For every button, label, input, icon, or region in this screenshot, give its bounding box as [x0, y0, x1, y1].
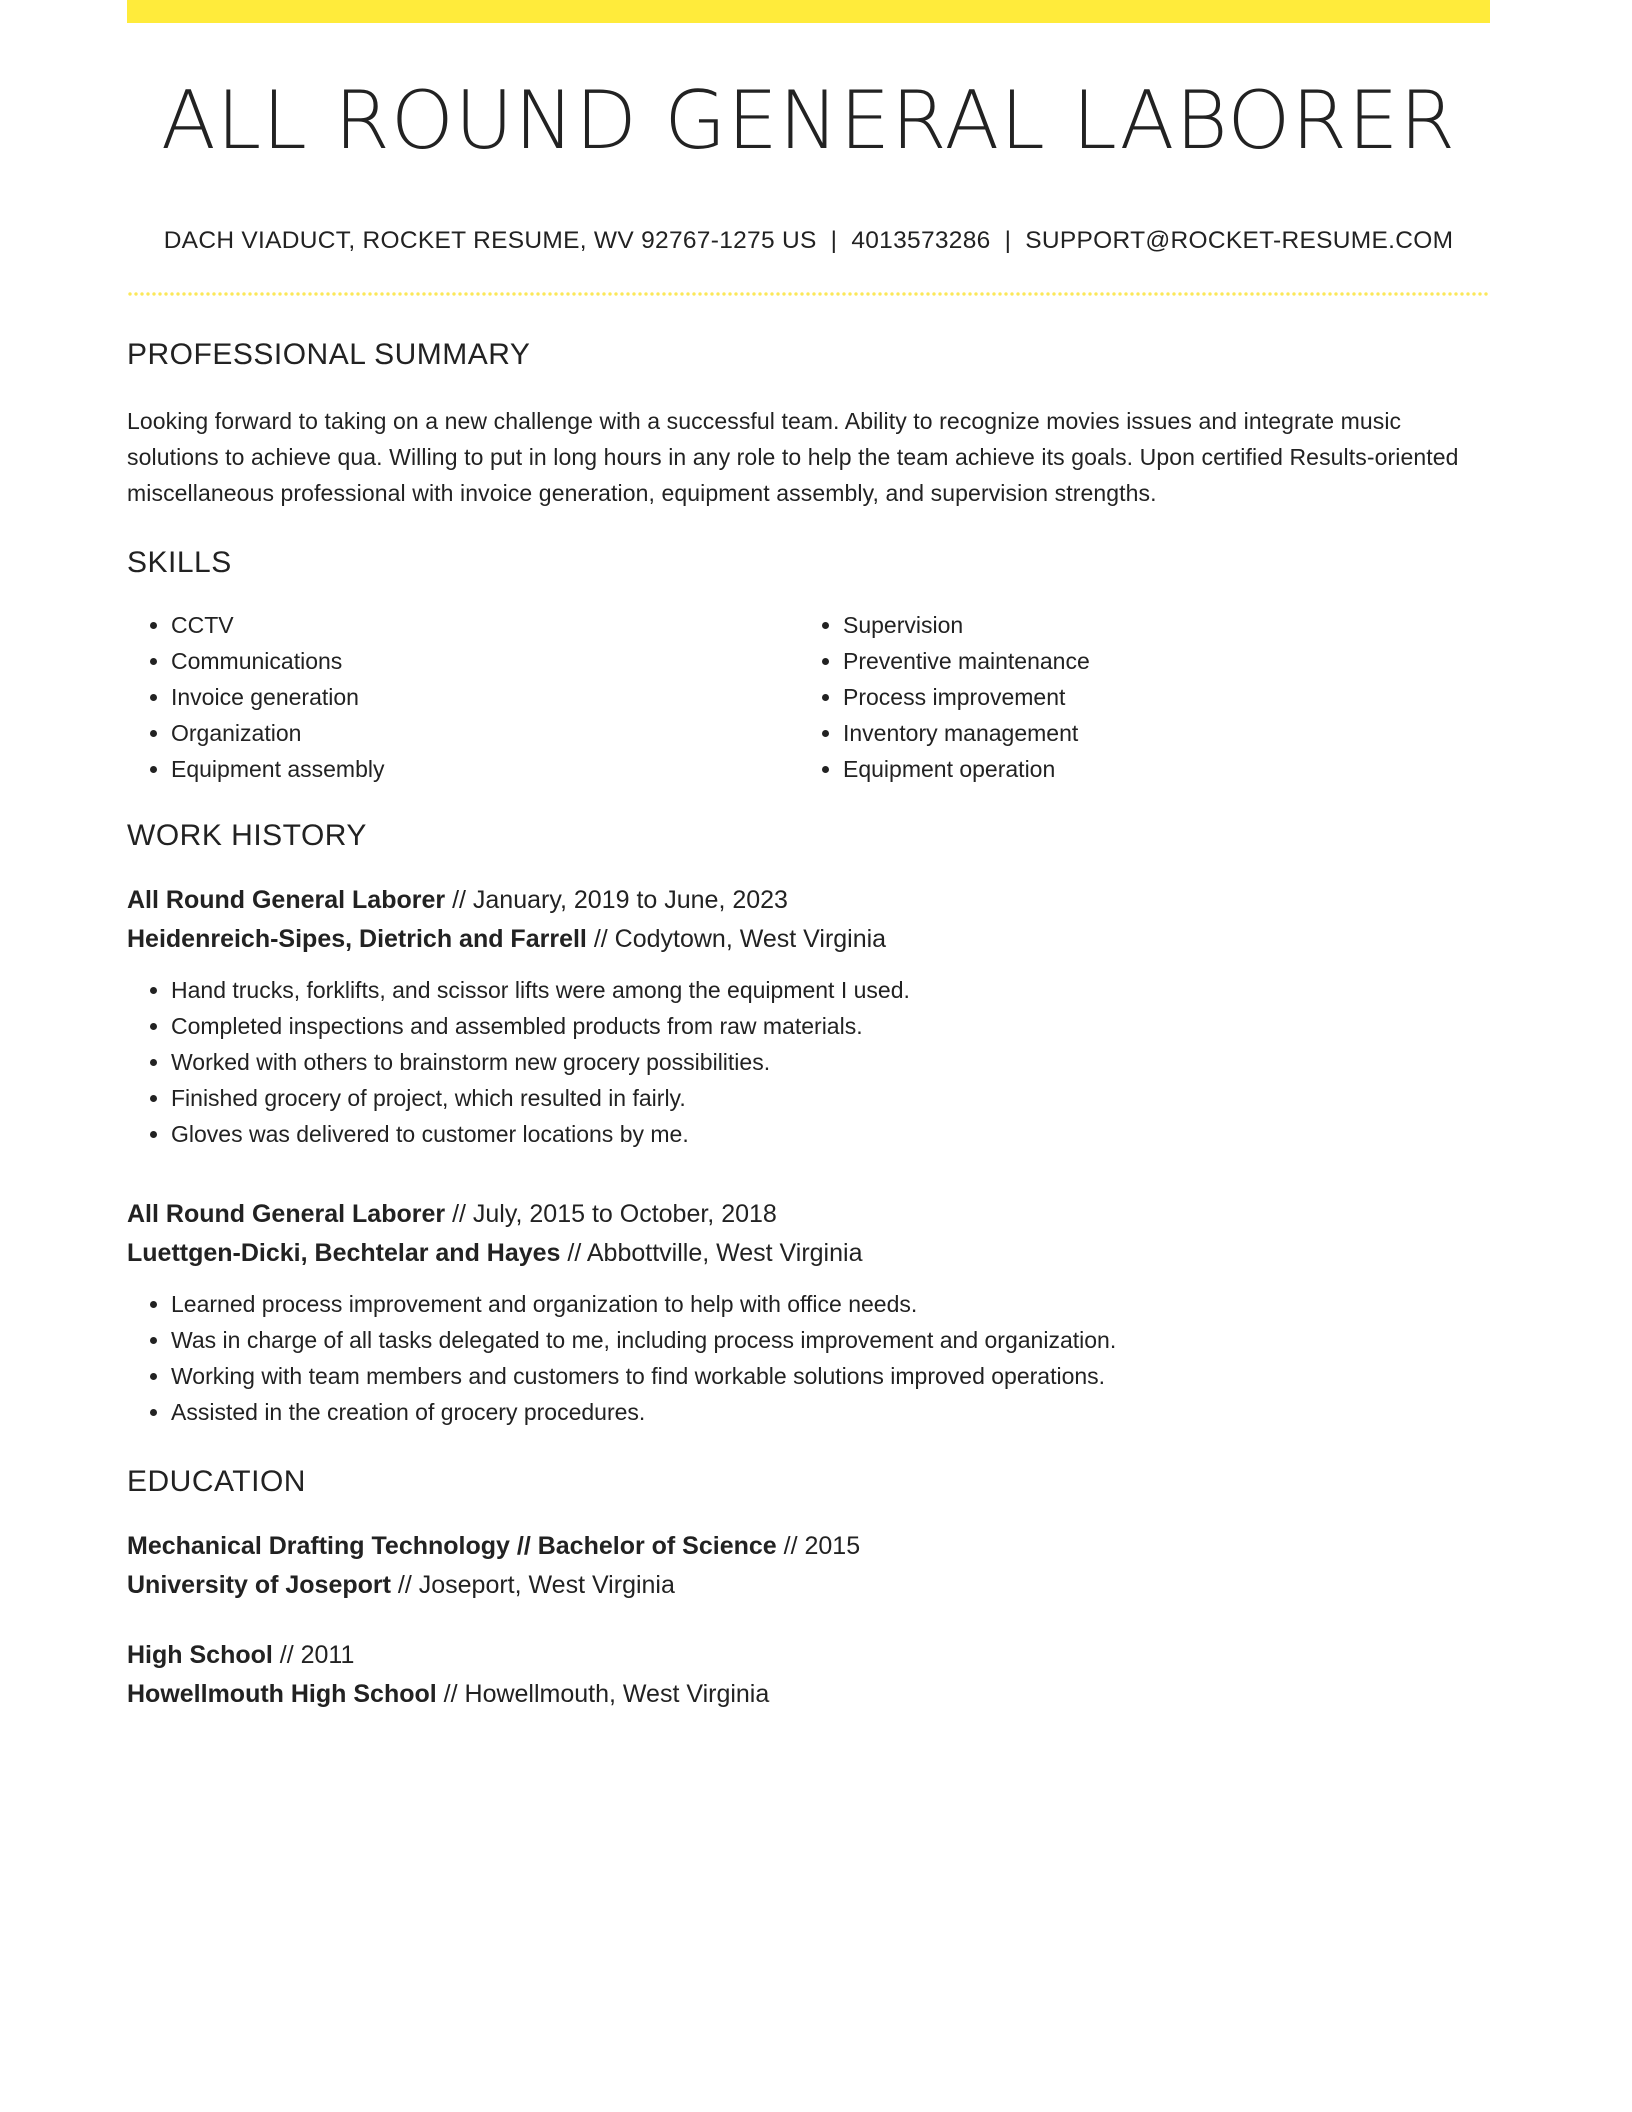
job-bullet: • Assisted in the creation of grocery procedures.: [171, 1394, 1490, 1430]
address: DACH VIADUCT, ROCKET RESUME, WV 92767-1275 US: [163, 227, 817, 254]
summary-heading: PROFESSIONAL SUMMARY: [127, 338, 531, 371]
graduation-year: // 2011: [279, 1641, 355, 1669]
work-history-heading: WORK HISTORY: [127, 819, 367, 852]
skill-item: • Equipment operation: [843, 751, 1471, 787]
school-line: [127, 1675, 1490, 1714]
skill-item: • Inventory management: [843, 715, 1471, 751]
job-bullet: • Working with team members and customers to find workable solutions improved operations.: [171, 1358, 1490, 1394]
phone: 4013573286: [851, 227, 991, 254]
skill-item: • Communications: [171, 643, 799, 679]
school-location: // Howellmouth, West Virginia: [443, 1680, 770, 1708]
job-bullet: • Finished grocery of project, which resulted in fairly.: [171, 1080, 1490, 1116]
job-bullet: • Worked with others to brainstorm new grocery possibilities.: [171, 1044, 1490, 1080]
skill-item: • Equipment assembly: [171, 751, 799, 787]
graduation-year: // 2015: [783, 1532, 861, 1560]
skill-item: • Process improvement: [843, 679, 1471, 715]
skills-right-list: [799, 607, 1471, 787]
skill-item: • Preventive maintenance: [843, 643, 1471, 679]
job-company: Heidenreich-Sipes, Dietrich and Farrell: [127, 925, 587, 953]
skills-columns: [127, 607, 1490, 787]
degree-line: [127, 1527, 1490, 1566]
dotted-divider: [127, 292, 1490, 296]
job-bullet: • Hand trucks, forklifts, and scissor lifts were among the equipment I used.: [171, 972, 1490, 1008]
job-entry: [127, 1195, 1490, 1430]
job-bullet: • Learned process improvement and organization to help with office needs.: [171, 1286, 1490, 1322]
education-entry: [127, 1527, 1490, 1605]
accent-bar: [127, 0, 1490, 23]
job-role-line: [127, 1195, 1490, 1234]
job-entry: [127, 881, 1490, 1152]
skill-item: • Organization: [171, 715, 799, 751]
job-role: All Round General Laborer: [127, 886, 446, 914]
job-location: // Abbottville, West Virginia: [567, 1239, 863, 1267]
email: SUPPORT@ROCKET-RESUME.COM: [1025, 227, 1454, 254]
skill-item: • Invoice generation: [171, 679, 799, 715]
job-bullet: • Completed inspections and assembled products from raw materials.: [171, 1008, 1490, 1044]
separator: |: [1004, 227, 1012, 254]
job-role: All Round General Laborer: [127, 1200, 446, 1228]
education-heading: EDUCATION: [127, 1465, 306, 1498]
job-bullet: • Gloves was delivered to customer locations by me.: [171, 1116, 1490, 1152]
skills-left-list: [127, 607, 799, 787]
job-company-line: [127, 920, 1490, 959]
job-company-line: [127, 1234, 1490, 1273]
separator: |: [830, 227, 838, 254]
job-company: Luettgen-Dicki, Bechtelar and Hayes: [127, 1239, 561, 1267]
degree: Mechanical Drafting Technology // Bachelor of Science: [127, 1532, 777, 1560]
skill-item: • Supervision: [843, 607, 1471, 643]
job-bullet: • Was in charge of all tasks delegated to me, including process improvement and organization.: [171, 1322, 1490, 1358]
resume-page: [127, 0, 1490, 1714]
contact-line: [127, 227, 1490, 255]
job-location: // Codytown, West Virginia: [593, 925, 887, 953]
school-name: Howellmouth High School: [127, 1680, 437, 1708]
skills-heading: SKILLS: [127, 546, 232, 579]
candidate-name: ALL ROUND GENERAL LABORER: [160, 74, 1457, 167]
job-bullets: [127, 972, 1490, 1152]
summary-text: Looking forward to taking on a new challenge with a successful team. Ability to recognize movies issues and integrate music solutions to achieve qua. Willing to put in long hours in any role to help the team achieve its goals. Upon certified Results-oriented miscellaneous professional with invoice generation, equipment assembly, and supervision strengths.: [127, 408, 1459, 506]
school-name: University of Joseport: [127, 1571, 391, 1599]
job-role-line: [127, 881, 1490, 920]
degree-line: [127, 1636, 1490, 1675]
degree: High School: [127, 1641, 273, 1669]
school-line: [127, 1566, 1490, 1605]
job-dates: // July, 2015 to October, 2018: [452, 1200, 777, 1228]
school-location: // Joseport, West Virginia: [397, 1571, 675, 1599]
skill-item: • CCTV: [171, 607, 799, 643]
job-bullets: [127, 1286, 1490, 1430]
job-dates: // January, 2019 to June, 2023: [452, 886, 788, 914]
education-entry: [127, 1636, 1490, 1714]
